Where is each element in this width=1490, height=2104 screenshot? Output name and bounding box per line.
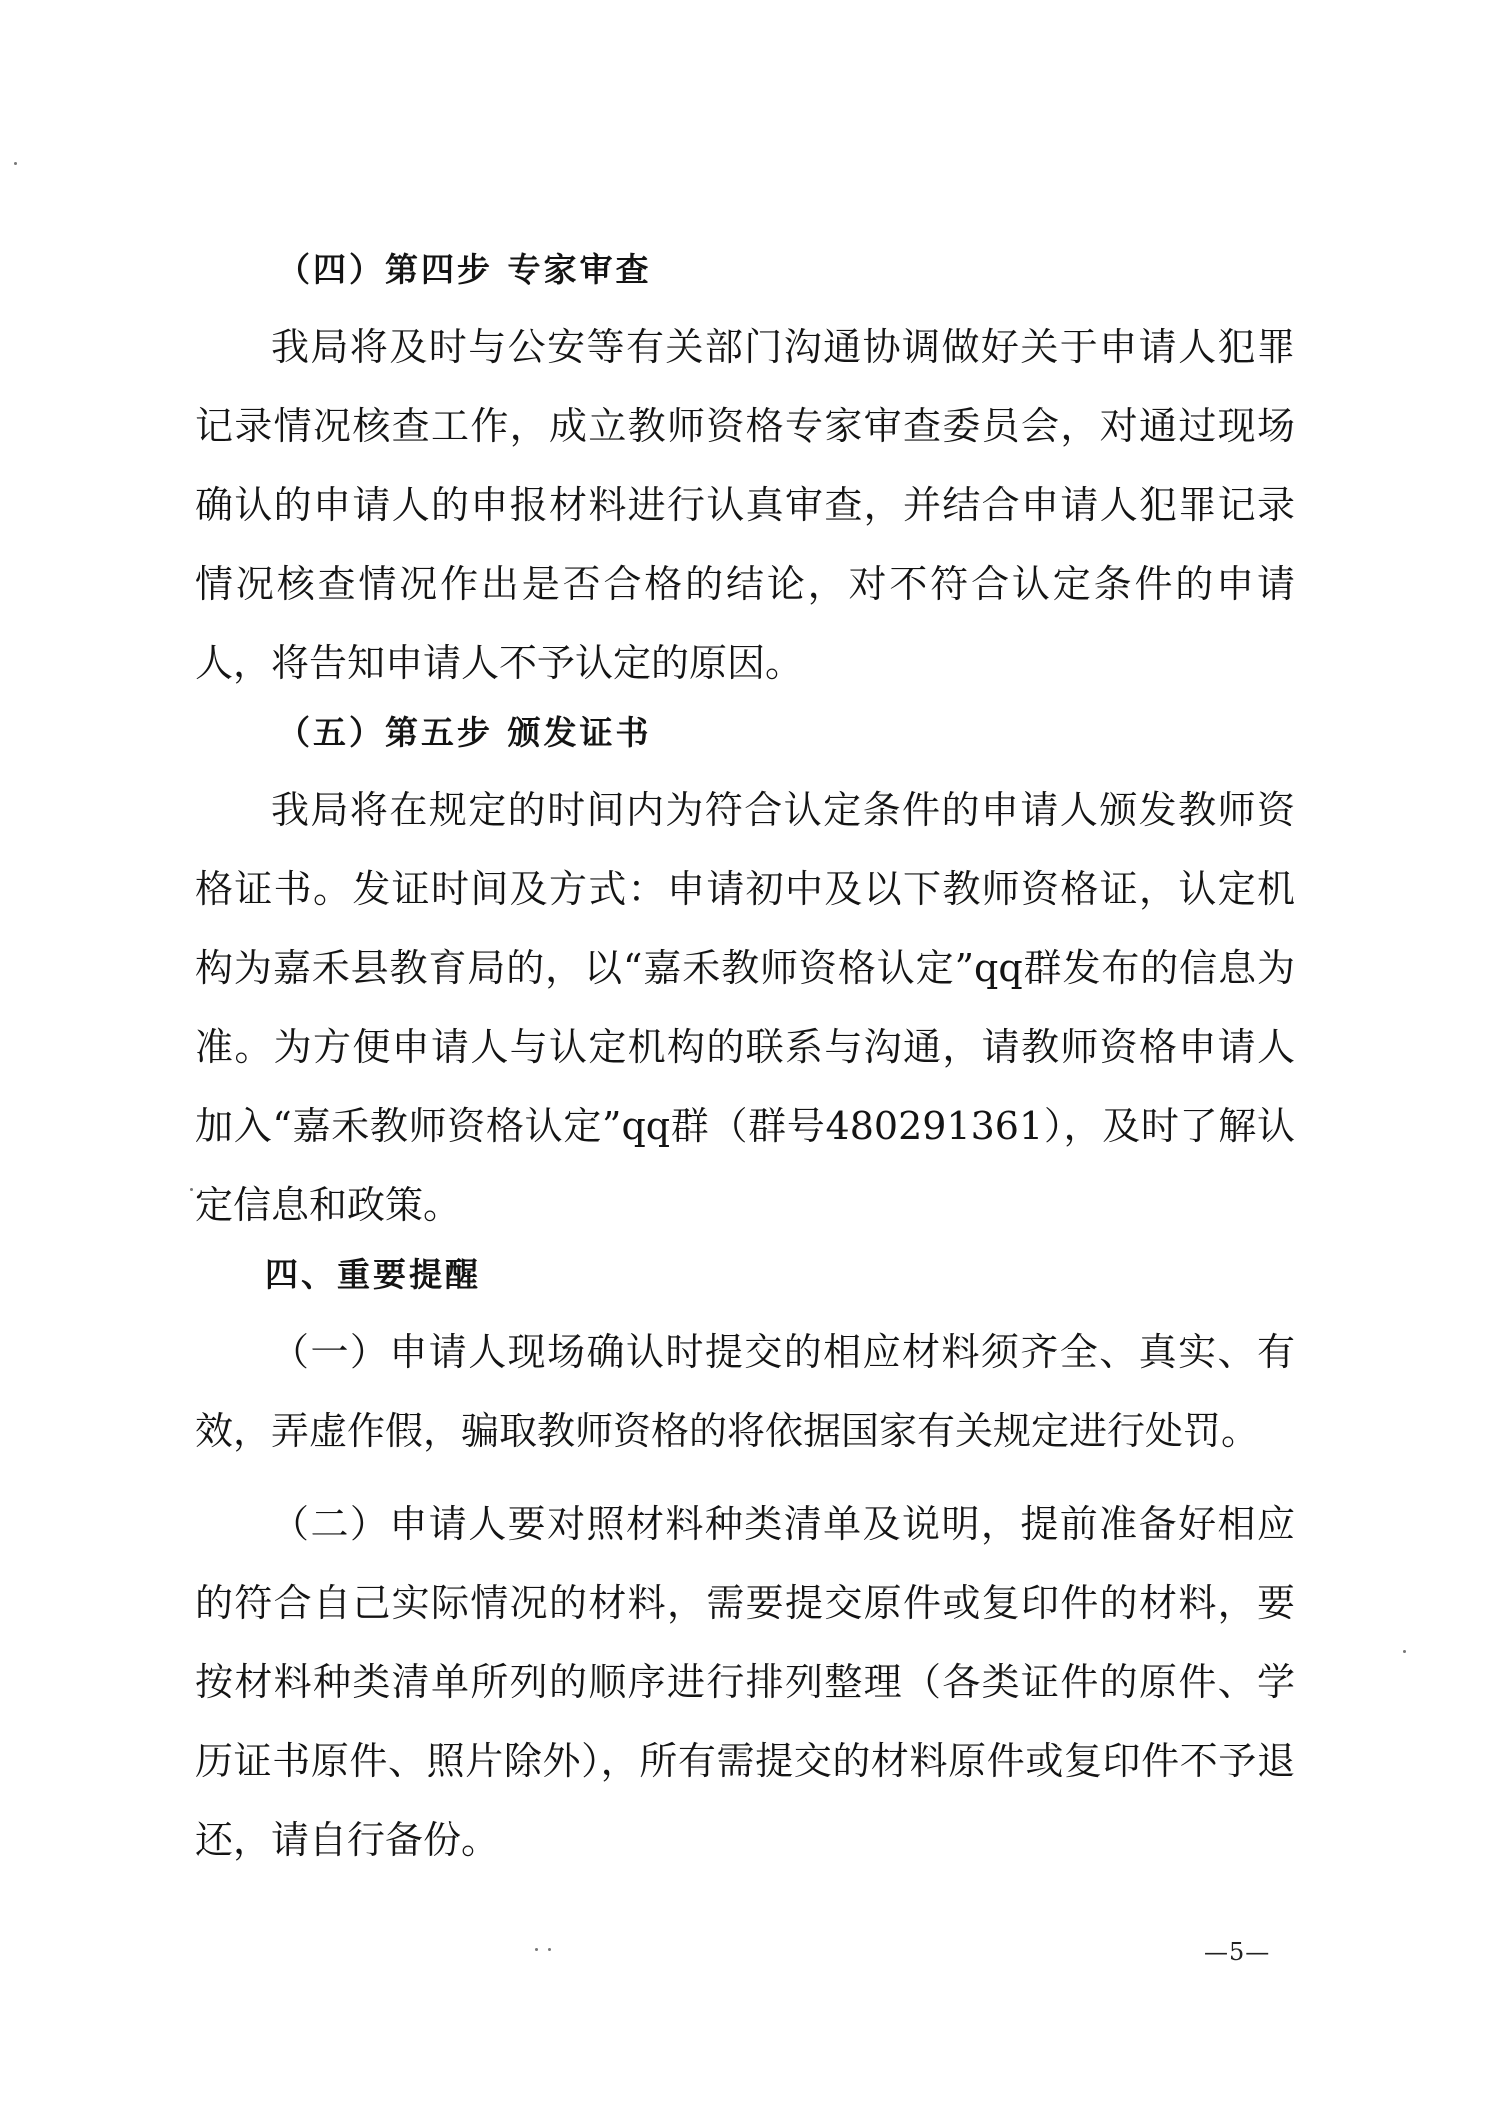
step-four-paragraph: 我局将及时与公安等有关部门沟通协调做好关于申请人犯罪记录情况核查工作，成立教师资格专家审查委员会，对通过现场确认的申请人的申报材料进行认真审查，并结合申请人犯罪记录情况核查情况作出是否合格的结论，对不符合认定条件的申请人，将告知申请人不予认定的原因。 [195,325,1295,685]
document-body [195,238,1295,1880]
important-reminders-heading: 四、重要提醒 [265,1255,481,1294]
page-number: —5— [1204,1938,1271,1966]
reminder-item-2: （二）申请人要对照材料种类清单及说明，提前准备好相应的符合自己实际情况的材料，需要提交原件或复印件的材料，要按材料种类清单所列的顺序进行排列整理（各类证件的原件、学历证书原件、照片除外），所有需提交的材料原件或复印件不予退还，请自行备份。 [195,1502,1295,1862]
step-five-heading: （五）第五步 颁发证书 [277,713,652,752]
scan-speck [1403,1650,1406,1653]
scan-speck [535,1948,538,1951]
scan-speck [190,1188,193,1191]
step-five-paragraph: 我局将在规定的时间内为符合认定条件的申请人颁发教师资格证书。发证时间及方式：申请初中及以下教师资格证，认定机构为嘉禾县教育局的，以“嘉禾教师资格认定”qq群发布的信息为准。为方便申请人与认定机构的联系与沟通，请教师资格申请人加入“嘉禾教师资格认定”qq群（群号480291361），及时了解认定信息和政策。 [195,788,1295,1227]
step-four-heading: （四）第四步 专家审查 [277,250,652,289]
reminder-item-1: （一）申请人现场确认时提交的相应材料须齐全、真实、有效，弄虚作假，骗取教师资格的将依据国家有关规定进行处罚。 [195,1330,1295,1453]
scan-speck [14,162,17,165]
scan-speck [548,1948,551,1951]
